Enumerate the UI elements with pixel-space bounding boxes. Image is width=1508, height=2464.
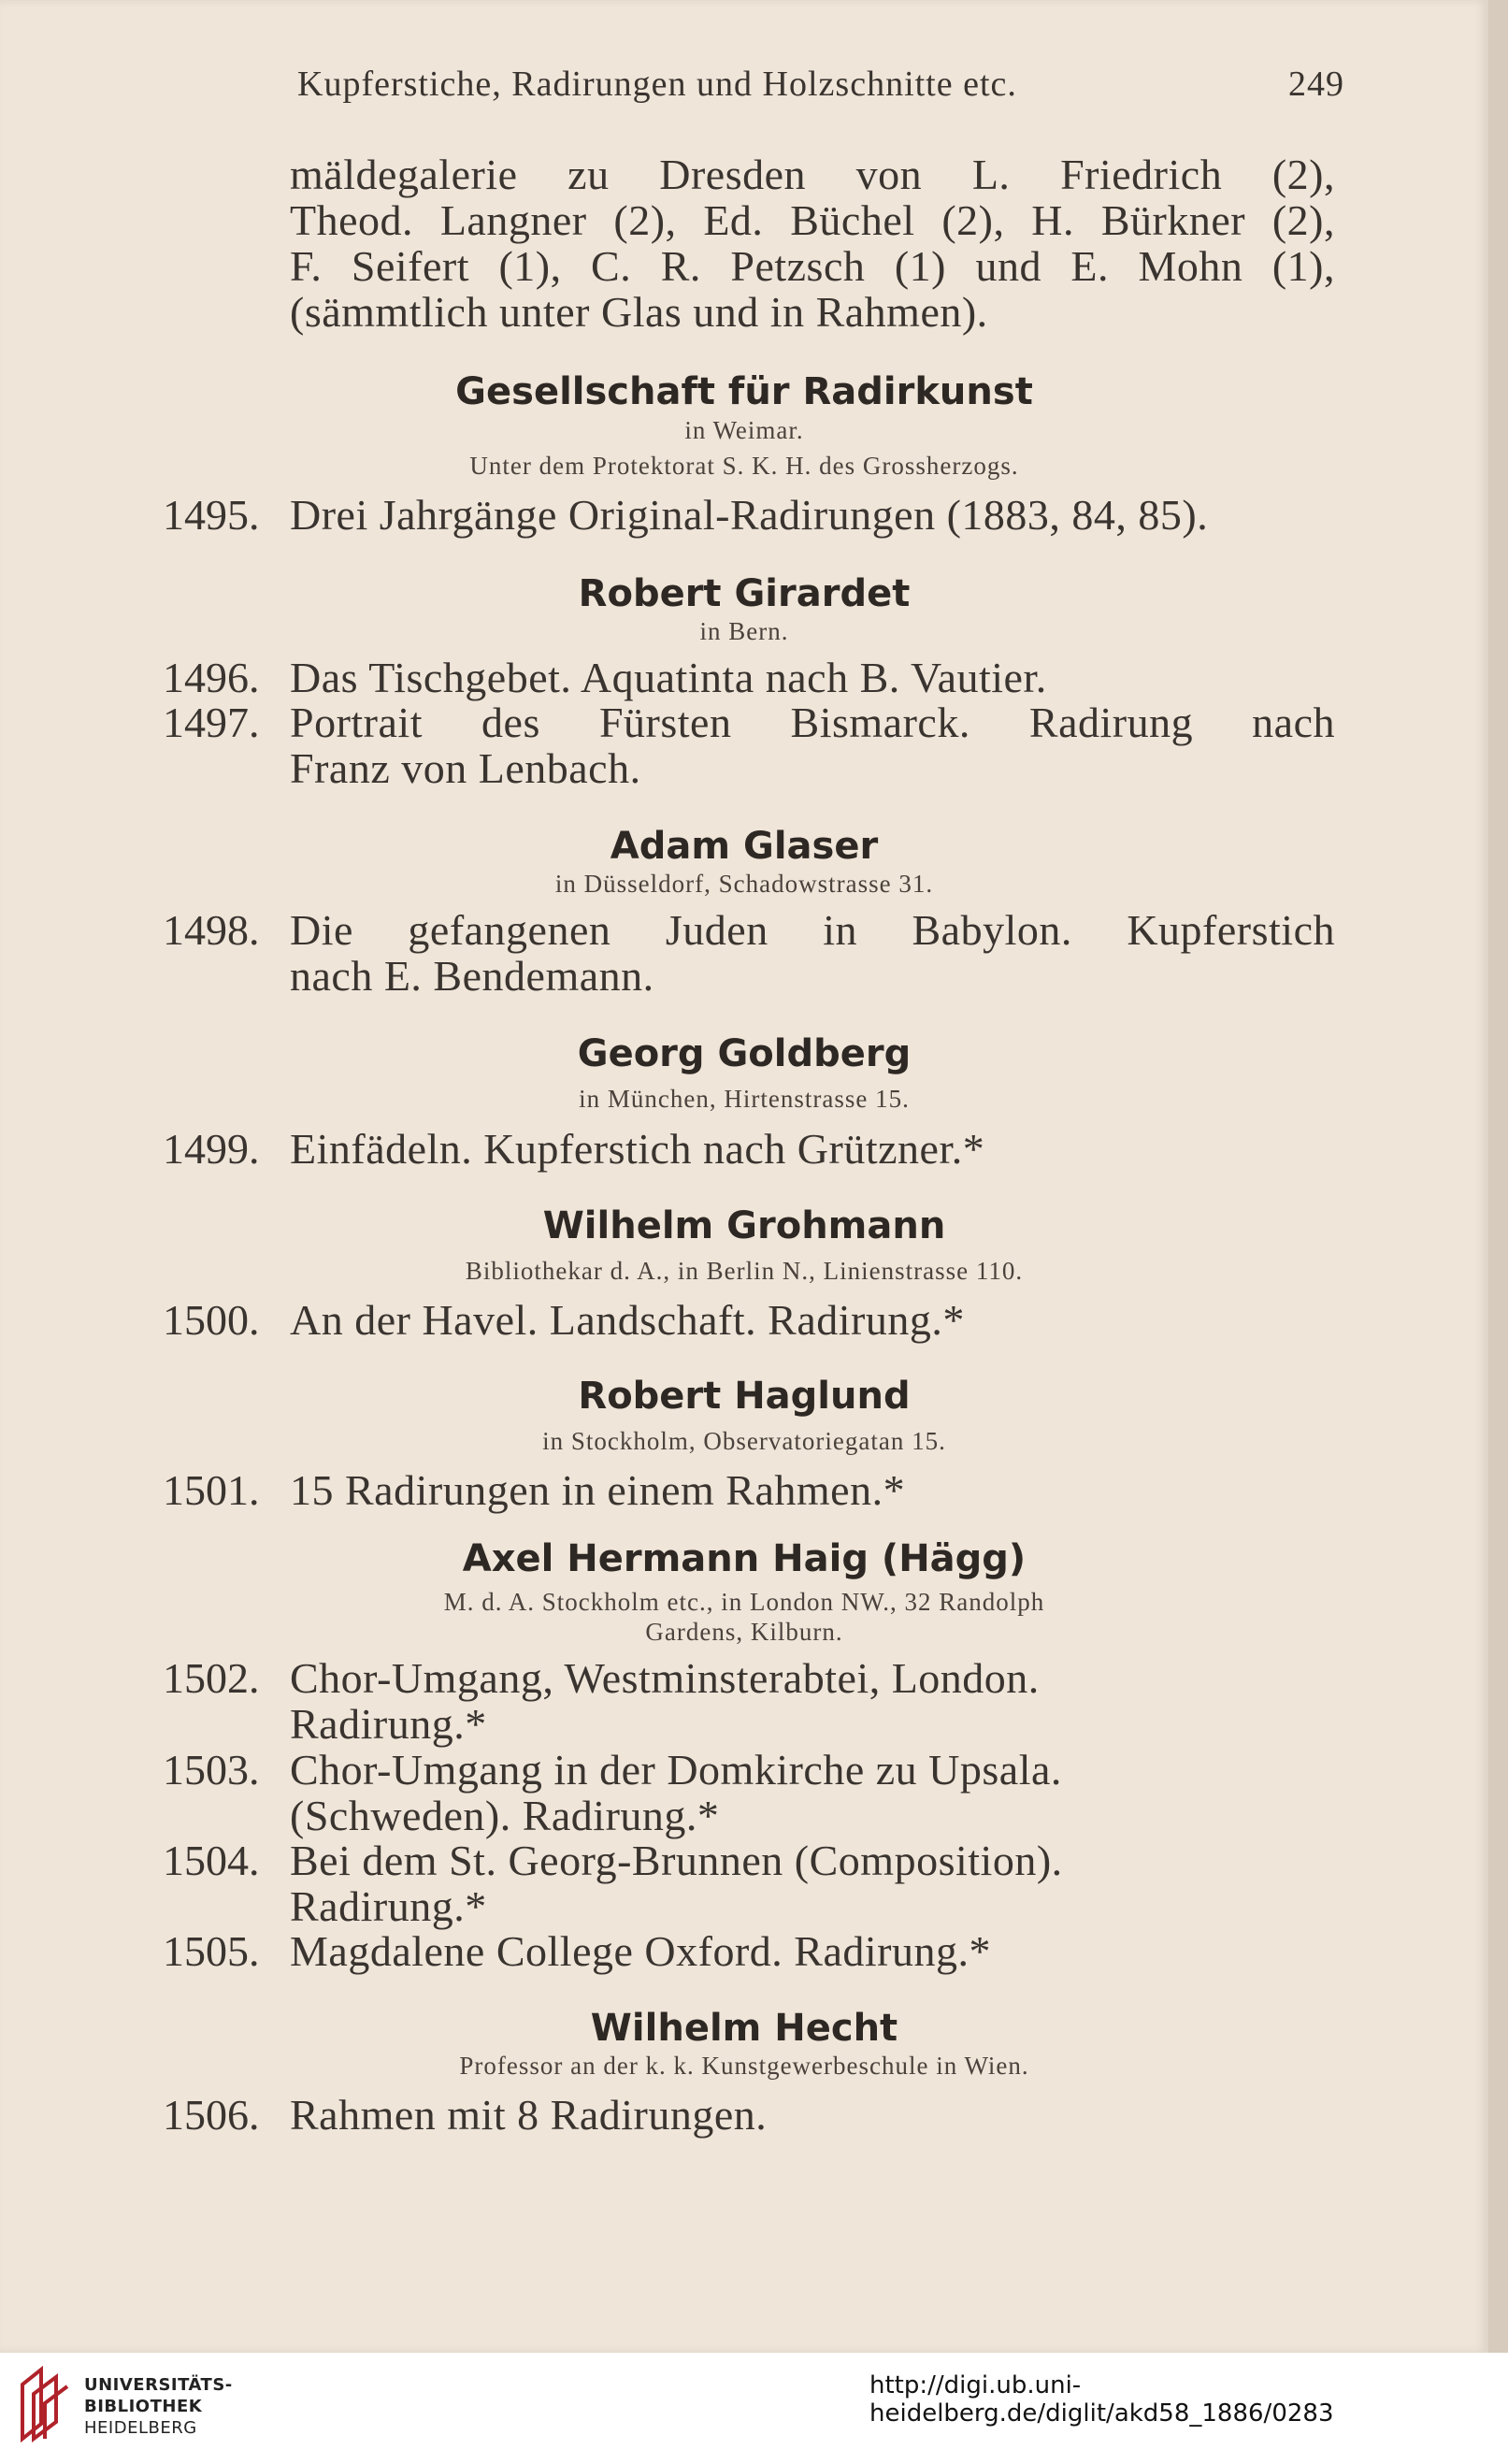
entry-number: 1505. bbox=[163, 1927, 260, 1975]
entry-number: 1501. bbox=[163, 1466, 260, 1514]
entry-text: Rahmen mit 8 Radirungen. bbox=[290, 2091, 768, 2139]
entry-number: 1495. bbox=[163, 491, 260, 539]
section-heading: Adam Glaser bbox=[610, 825, 879, 868]
entry-text: Franz von Lenbach. bbox=[290, 744, 641, 792]
entry-number: 1500. bbox=[163, 1296, 260, 1344]
entry-text: Einfädeln. Kupferstich nach Grützner.* bbox=[290, 1125, 985, 1173]
section-heading: Wilhelm Hecht bbox=[590, 2007, 898, 2050]
entry-number: 1503. bbox=[163, 1746, 260, 1794]
entry-text: 15 Radirungen in einem Rahmen.* bbox=[290, 1466, 906, 1514]
entry-number: 1502. bbox=[163, 1654, 260, 1702]
section-heading: Wilhelm Grohmann bbox=[542, 1204, 946, 1247]
entry-text: Magdalene College Oxford. Radirung.* bbox=[290, 1927, 991, 1975]
entry-text: Das Tischgebet. Aquatinta nach B. Vautier. bbox=[290, 654, 1047, 701]
entry-text: Drei Jahrgänge Original-Radirungen (1883, 84, 85). bbox=[290, 491, 1209, 539]
page-number: 249 bbox=[1288, 65, 1344, 104]
section-heading: Georg Goldberg bbox=[577, 1032, 912, 1075]
entry-text: nach E. Bendemann. bbox=[290, 952, 654, 1000]
entry-text: Bei dem St. Georg-Brunnen (Composition). bbox=[290, 1837, 1063, 1884]
section-subheading: M. d. A. Stockholm etc., in London NW., 32 Randolph bbox=[443, 1588, 1045, 1616]
intro-line: mäldegalerie zu Dresden von L. Friedrich (2), bbox=[290, 151, 1335, 198]
entry-text: Die gefangenen Juden in Babylon. Kupferstich bbox=[290, 906, 1335, 954]
library-name-line: HEIDELBERG bbox=[84, 2418, 197, 2438]
section-heading: Robert Haglund bbox=[578, 1375, 911, 1418]
intro-line: Theod. Langner (2), Ed. Büchel (2), H. Bürkner (2), bbox=[290, 196, 1335, 244]
entry-number: 1496. bbox=[163, 654, 260, 701]
entry-number: 1506. bbox=[163, 2091, 260, 2139]
entry-text: Chor-Umgang, Westminsterabtei, London. bbox=[290, 1654, 1040, 1702]
entry-text: Chor-Umgang in der Domkirche zu Upsala. bbox=[290, 1746, 1062, 1794]
entry-text: An der Havel. Landschaft. Radirung.* bbox=[290, 1296, 965, 1344]
section-subheading: in Bern. bbox=[699, 617, 789, 645]
entry-text: Radirung.* bbox=[290, 1882, 487, 1930]
library-logo-icon bbox=[15, 2366, 71, 2442]
section-subheading: Unter dem Protektorat S. K. H. des Grossherzogs. bbox=[469, 452, 1019, 480]
section-subheading: in München, Hirtenstrasse 15. bbox=[579, 1085, 910, 1113]
section-subheading: Bibliothekar d. A., in Berlin N., Linienstrasse 110. bbox=[465, 1257, 1024, 1285]
intro-line: F. Seifert (1), C. R. Petzsch (1) und E. Mohn (1), bbox=[290, 242, 1335, 290]
entry-text: Radirung.* bbox=[290, 1700, 487, 1748]
section-subheading: in Düsseldorf, Schadowstrasse 31. bbox=[554, 870, 934, 898]
section-subheading: in Stockholm, Observatoriegatan 15. bbox=[542, 1427, 946, 1455]
entry-number: 1497. bbox=[163, 699, 260, 746]
entry-number: 1504. bbox=[163, 1837, 260, 1884]
entry-text: Portrait des Fürsten Bismarck. Radirung nach bbox=[290, 699, 1335, 746]
section-heading: Axel Hermann Haig (Hägg) bbox=[462, 1537, 1027, 1580]
entry-number: 1498. bbox=[163, 906, 260, 954]
section-subheading: Gardens, Kilburn. bbox=[645, 1618, 843, 1646]
section-subheading: Professor an der k. k. Kunstgewerbeschule in Wien. bbox=[459, 2052, 1029, 2080]
source-url-link[interactable]: http://digi.ub.uni-heidelberg.de/diglit/akd58_1886/0283 bbox=[869, 2371, 1334, 2428]
running-head-title: Kupferstiche, Radirungen und Holzschnitte etc. bbox=[297, 65, 1017, 104]
library-name-line: UNIVERSITÄTS- bbox=[84, 2375, 233, 2395]
intro-line: (sämmtlich unter Glas und in Rahmen). bbox=[290, 288, 988, 336]
section-heading: Gesellschaft für Radirkunst bbox=[455, 370, 1033, 413]
entry-text: (Schweden). Radirung.* bbox=[290, 1792, 720, 1839]
page-edge bbox=[1488, 0, 1508, 2353]
library-name-line: BIBLIOTHEK bbox=[84, 2397, 203, 2416]
entry-number: 1499. bbox=[163, 1125, 260, 1173]
section-heading: Robert Girardet bbox=[578, 572, 911, 615]
running-head bbox=[297, 64, 1344, 105]
section-subheading: in Weimar. bbox=[684, 416, 804, 444]
